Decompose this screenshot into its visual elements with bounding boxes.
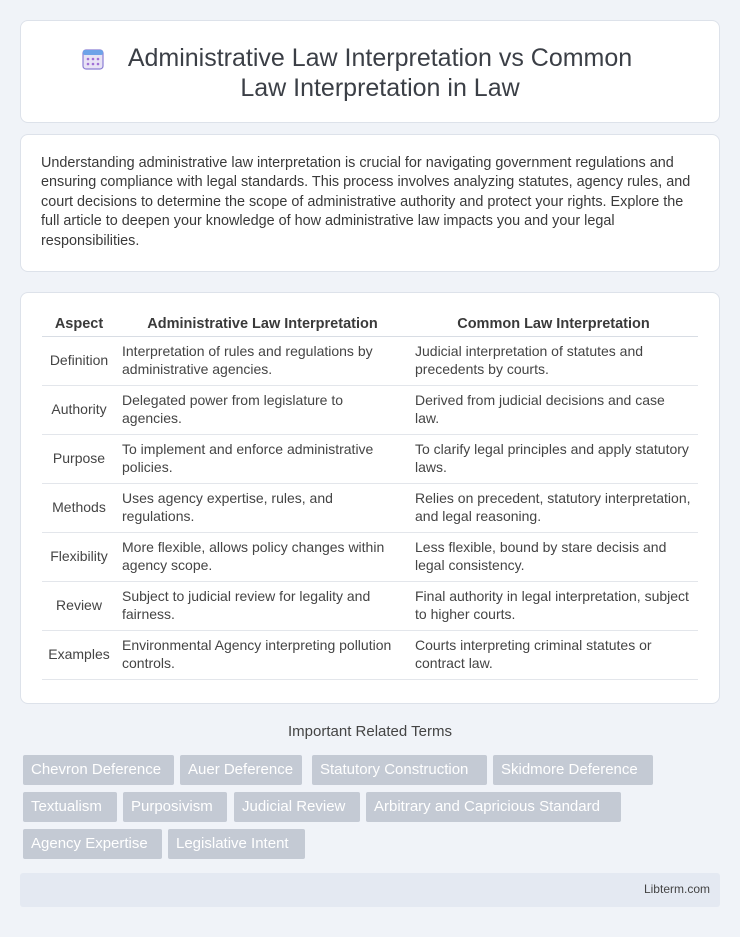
table-row: [42, 336, 698, 385]
related-term-tag[interactable]: Judicial Review: [234, 792, 360, 822]
table-row: [42, 434, 698, 483]
related-term-tag[interactable]: Skidmore Deference: [493, 755, 653, 785]
row-administrative: Environmental Agency interpreting pollution controls.: [116, 630, 409, 679]
footer: [20, 873, 720, 907]
row-aspect: Examples: [42, 630, 116, 679]
intro-card: [20, 134, 720, 272]
row-aspect: Methods: [42, 483, 116, 532]
related-term-tag[interactable]: Auer Deference: [180, 755, 302, 785]
table-row: [42, 581, 698, 630]
row-common-law: Judicial interpretation of statutes and precedents by courts.: [409, 336, 698, 385]
table-row: [42, 630, 698, 679]
related-terms-heading: Important Related Terms: [288, 723, 452, 740]
row-aspect: Authority: [42, 385, 116, 434]
row-aspect: Purpose: [42, 434, 116, 483]
table-row: [42, 532, 698, 581]
header-administrative: Administrative Law Interpretation: [116, 314, 409, 336]
related-term-tag[interactable]: Purposivism: [123, 792, 227, 822]
row-administrative: Interpretation of rules and regulations by administrative agencies.: [116, 336, 409, 385]
row-aspect: Flexibility: [42, 532, 116, 581]
row-aspect: Review: [42, 581, 116, 630]
row-administrative: Delegated power from legislature to agencies.: [116, 385, 409, 434]
row-common-law: Less flexible, bound by stare decisis and legal consistency.: [409, 532, 698, 581]
footer-site-link[interactable]: Libterm.com: [643, 882, 710, 896]
header-common-law: Common Law Interpretation: [409, 314, 698, 336]
row-administrative: To implement and enforce administrative policies.: [116, 434, 409, 483]
related-term-tag[interactable]: Chevron Deference: [23, 755, 174, 785]
related-term-tag[interactable]: Legislative Intent: [168, 829, 305, 859]
comparison-table: [42, 314, 698, 680]
table-row: [42, 385, 698, 434]
row-common-law: Courts interpreting criminal statutes or contract law.: [409, 630, 698, 679]
related-term-tag[interactable]: Arbitrary and Capricious Standard: [366, 792, 621, 822]
row-administrative: Subject to judicial review for legality and fairness.: [116, 581, 409, 630]
row-administrative: More flexible, allows policy changes within agency scope.: [116, 532, 409, 581]
row-common-law: Final authority in legal interpretation, subject to higher courts.: [409, 581, 698, 630]
related-term-tag[interactable]: Statutory Construction: [312, 755, 487, 785]
title-card: [20, 20, 720, 123]
row-common-law: To clarify legal principles and apply statutory laws.: [409, 434, 698, 483]
related-term-tag[interactable]: Textualism: [23, 792, 117, 822]
row-aspect: Definition: [42, 336, 116, 385]
row-administrative: Uses agency expertise, rules, and regulations.: [116, 483, 409, 532]
row-common-law: Relies on precedent, statutory interpretation, and legal reasoning.: [409, 483, 698, 532]
intro-paragraph: Understanding administrative law interpretation is crucial for navigating government regulations and ensuring compliance with legal standards. This process involves analyzing statutes, agency rules, and court decisions to determine the scope of administrative authority and protect your rights. Explore the full article to deepen your knowledge of how administrative law impacts you and your legal responsibilities.: [41, 155, 691, 249]
row-common-law: Derived from judicial decisions and case law.: [409, 385, 698, 434]
page-title: Administrative Law Interpretation vs Common Law Interpretation in Law: [127, 44, 633, 102]
comparison-card: [20, 292, 720, 704]
related-term-tag[interactable]: Agency Expertise: [23, 829, 162, 859]
header-aspect: Aspect: [42, 314, 116, 336]
table-header-row: [42, 314, 698, 336]
table-row: [42, 483, 698, 532]
